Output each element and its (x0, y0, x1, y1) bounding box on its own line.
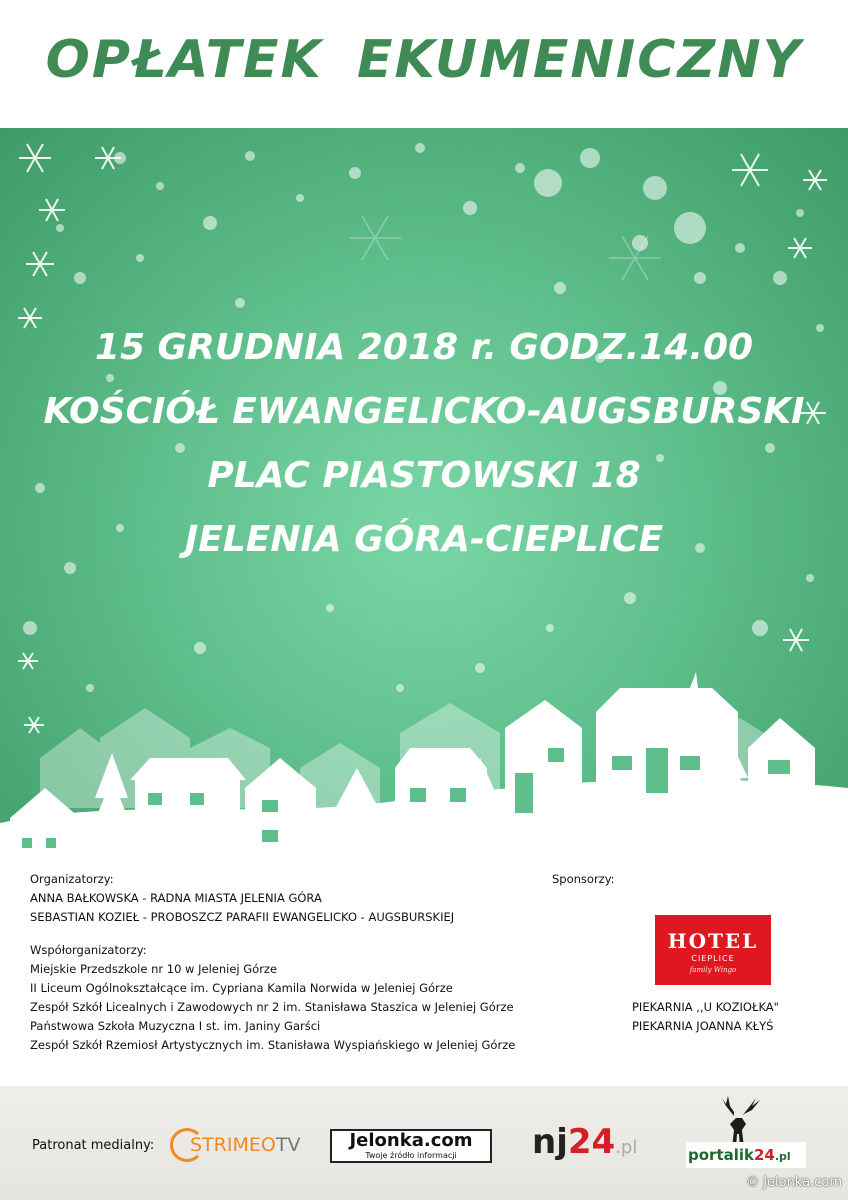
portalik-logo-part: portalik (688, 1146, 754, 1164)
co-organizers-heading: Współorganizatorzy: (30, 943, 147, 957)
poster-title: OPŁATEK EKUMENICZNY (45, 30, 803, 90)
sponsor-item: PIEKARNIA JOANNA KŁYŚ (632, 1019, 774, 1033)
village-illustration (0, 648, 848, 860)
organizer-line: SEBASTIAN KOZIEŁ - PROBOSZCZ PARAFII EWANGELICKO - AUGSBURSKIEJ (30, 910, 455, 924)
title-band (0, 0, 848, 128)
sponsors-heading: Sponsorzy: (552, 872, 615, 886)
co-organizer-line: Zespół Szkół Licealnych i Zawodowych nr 2 im. Stanisława Staszica w Jeleniej Górze (30, 1000, 514, 1014)
info-section (0, 860, 848, 1086)
jelonka-logo (330, 1129, 492, 1163)
jelonka-tagline: Twoje źródło informacji (365, 1151, 457, 1160)
event-address: PLAC PIASTOWSKI 18 (207, 455, 641, 496)
media-patrons-bar (0, 1086, 848, 1200)
portalik24-logo (686, 1142, 806, 1168)
watermark: © Jelonka.com (746, 1175, 842, 1190)
co-organizer-line: Państwowa Szkoła Muzyczna I st. im. Janiny Garści (30, 1019, 321, 1033)
portalik-logo-part: 24 (754, 1146, 775, 1164)
co-organizer-line: II Liceum Ogólnokształcące im. Cypriana Kamila Norwida w Jeleniej Górze (30, 981, 453, 995)
winter-scene (0, 128, 848, 860)
sponsor-item: PIEKARNIA ,,U KOZIOŁKA" (632, 1000, 779, 1014)
co-organizer-line: Zespół Szkół Rzemiosł Artystycznych im. Stanisława Wyspiańskiego w Jeleniej Górze (30, 1038, 516, 1052)
patronage-label: Patronat medialny: (32, 1138, 155, 1153)
organizers-heading: Organizatorzy: (30, 872, 114, 886)
nj24-logo-part: 24 (567, 1122, 616, 1162)
hotel-logo-sub: CIEPLICE (691, 954, 735, 963)
event-details (0, 316, 848, 572)
portalik-logo-part: .pl (774, 1150, 791, 1163)
strimeo-logo-part: TV (275, 1134, 301, 1156)
nj24-logo-part: nj (532, 1122, 568, 1162)
stag-icon (712, 1094, 768, 1148)
event-date-time: 15 GRUDNIA 2018 r. GODZ.14.00 (94, 327, 754, 368)
event-city: JELENIA GÓRA-CIEPLICE (184, 519, 664, 560)
hotel-logo-name: HOTEL (667, 929, 759, 953)
strimeo-logo-part: MEO (232, 1134, 276, 1156)
nj24-logo-part: .pl (615, 1137, 638, 1158)
event-venue: KOŚCIÓŁ EWANGELICKO-AUGSBURSKI (43, 391, 805, 432)
hotel-logo-tag: family Wingo (689, 966, 737, 974)
co-organizer-line: Miejskie Przedszkole nr 10 w Jeleniej Górze (30, 962, 278, 976)
strimeo-logo-part: STRI (190, 1134, 233, 1156)
jelonka-name: Jelonka.com (349, 1130, 473, 1151)
strimeo-tv-logo (170, 1128, 300, 1162)
organizer-line: ANNA BAŁKOWSKA - RADNA MIASTA JELENIA GÓRA (30, 891, 322, 905)
sponsor-list (632, 998, 779, 1036)
hotel-cieplice-logo (655, 915, 771, 985)
organizers-block (30, 870, 515, 1055)
nj24-logo (532, 1122, 637, 1162)
